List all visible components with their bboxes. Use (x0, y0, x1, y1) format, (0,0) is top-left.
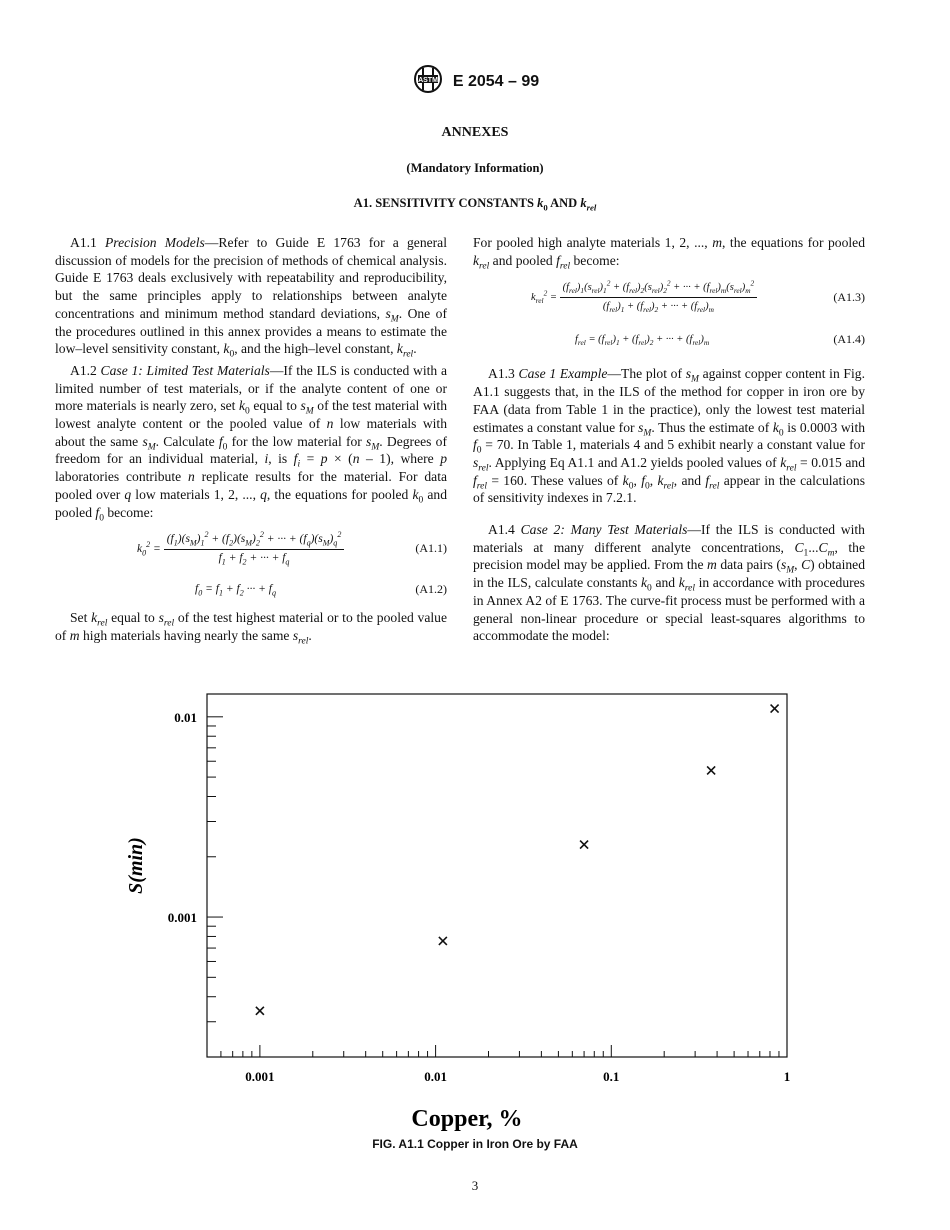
right-column (473, 234, 865, 645)
equation-number: (A1.4) (833, 332, 865, 347)
equation-a1-3: $k_{rel}^2$ = $\frac{(f_{rel})_1(s_{rel})_1^2 + (f_{rel})_2(s_{rel})_2^2 + \cdot\cdot\cdot + (f_{rel})_m(s_{rel})_m^2}{(f_{rel})_1 + (f_{rel})_2 + \cdot\cdot\cdot + (f_{rel})_m}$ (A1.3) (531, 278, 865, 315)
y-tick-label: 0.001 (167, 910, 197, 926)
equation-number: (A1.3) (833, 290, 865, 305)
equation-number: (A1.1) (415, 541, 447, 556)
data-point (580, 841, 588, 849)
x-axis-label: Copper, % (411, 1106, 523, 1132)
x-tick-label: 1 (783, 1069, 791, 1084)
data-point (707, 766, 715, 774)
figure-a1-1-chart (120, 686, 820, 1136)
paragraph-pooled-high: For pooled high analyte materials 1, 2, ..., m, the equations for pooled $k_{rel}$ and pooled $f_{rel}$ become: (473, 235, 866, 272)
data-point (439, 937, 447, 945)
equation-a1-2: $f_0 = f_1 + f_2$ ··· + $f_q$ (A1.2) (195, 582, 447, 598)
mandatory-label: (Mandatory Information) (406, 161, 544, 175)
section-title: A1. SENSITIVITY CONSTANTS $k_0$ AND $k_{rel}$ (353, 196, 597, 213)
equation-number: (A1.2) (415, 582, 447, 597)
y-axis-label: S(min) (125, 837, 147, 894)
annexes-title: ANNEXES (441, 125, 509, 140)
left-column (55, 234, 447, 645)
paragraph-a1-1: A1.1 Precision Models—Refer to Guide E 1763 for a general discussion of models for the precision of methods of chemical analysis. Guide E 1763 deals exclusively with repeatability and reproducibility, but the same principles apply to relationships between analyte concentrations and minimum method standard deviations, $s_M$. One of the procedures outlined in this annex provides a means to estimate the low–level sensitivity constant, $k_0$, and the high–level constant, $k_{rel}$. (55, 235, 447, 360)
chart-svg (120, 686, 820, 1136)
data-point (256, 1007, 264, 1015)
data-point (771, 705, 779, 713)
plot-frame (207, 694, 787, 1057)
document-designation: E 2054 – 99 (452, 72, 540, 90)
x-tick-label: 0.1 (603, 1069, 620, 1084)
astm-logo-icon (411, 64, 445, 99)
x-tick-label: 0.01 (424, 1069, 447, 1084)
page-number: 3 (471, 1178, 479, 1193)
paragraph-a1-3: A1.3 Case 1 Example—The plot of $s_M$ against copper content in Fig. A1.1 suggests that, in the ILS of the method for copper in iron ore by FAA (data from Table 1 in the practice), only the lowest test material estimates a constant value for $s_M$. Thus the estimate of $k_0$ is 0.0003 with $f_0 = 70$. In Table 1, materials 4 and 5 exhibit nearly a constant value for $s_{rel}$. Applying Eq A1.1 and A1.2 yields pooled values of $k_{rel} = 0.015$ and $f_{rel} = 160$. These values of $k_0$, $f_0$, $k_{rel}$, and $f_{rel}$ appear in the calculations of sensitivity indexes in 7.2.1. (473, 366, 866, 506)
page-header (0, 64, 950, 99)
x-tick-label: 0.001 (245, 1069, 275, 1084)
y-tick-label: 0.01 (174, 709, 197, 725)
svg-text:ASTM: ASTM (417, 76, 438, 84)
paragraph-a1-4: A1.4 Case 2: Many Test Materials—If the ILS is conducted with materials at many different analyte concentrations, $C_1...C_m$, the precision model may be applied. From the m data pairs ($s_M$, C) obtained in the ILS, calculate constants $k_0$ and $k_{rel}$ in accordance with procedures in Annex A2 of E 1763. The curve-fit process must be performed with a general non-linear procedure or special least-squares algorithms to accommodate the model: (473, 522, 866, 644)
figure-caption: FIG. A1.1 Copper in Iron Ore by FAA (372, 1137, 578, 1151)
paragraph-set-krel: Set $k_{rel}$ equal to $s_{rel}$ of the test highest material or to the pooled value of m high materials having nearly the same $s_{rel}$. (55, 610, 447, 647)
paragraph-a1-2: A1.2 Case 1: Limited Test Materials—If the ILS is conducted with a limited number of test materials, or if the analyte content of one or more materials is nearly zero, set $k_0$ equal to $s_M$ of the test material with lowest analyte content or the pooled value of n low materials with about the same $s_M$. Calculate $f_0$ for the low material for $s_M$. Degrees of freedom for an individual material, i, is $f_i = p \times (n - 1)$, where p laboratories contribute n replicate results for the material. For data pooled over q low materials 1, 2, ..., q, the equations for pooled $k_0$ and pooled $f_0$ become: (55, 362, 447, 524)
equation-a1-1: $k_0^2$ = $\frac{(f_1)(s_M)_1^2 + (f_2)(s_M)_2^2 + \cdot\cdot\cdot + (f_q)(s_M)_q^2}{f_1 + f_2 + \cdot\cdot\cdot + f_q}$ (A1.1) (137, 530, 447, 567)
equation-a1-4: $f_{rel} = (f_{rel})_1 + (f_{rel})_2$ + ··· + $(f_{rel})_m$ (A1.4) (575, 332, 865, 348)
